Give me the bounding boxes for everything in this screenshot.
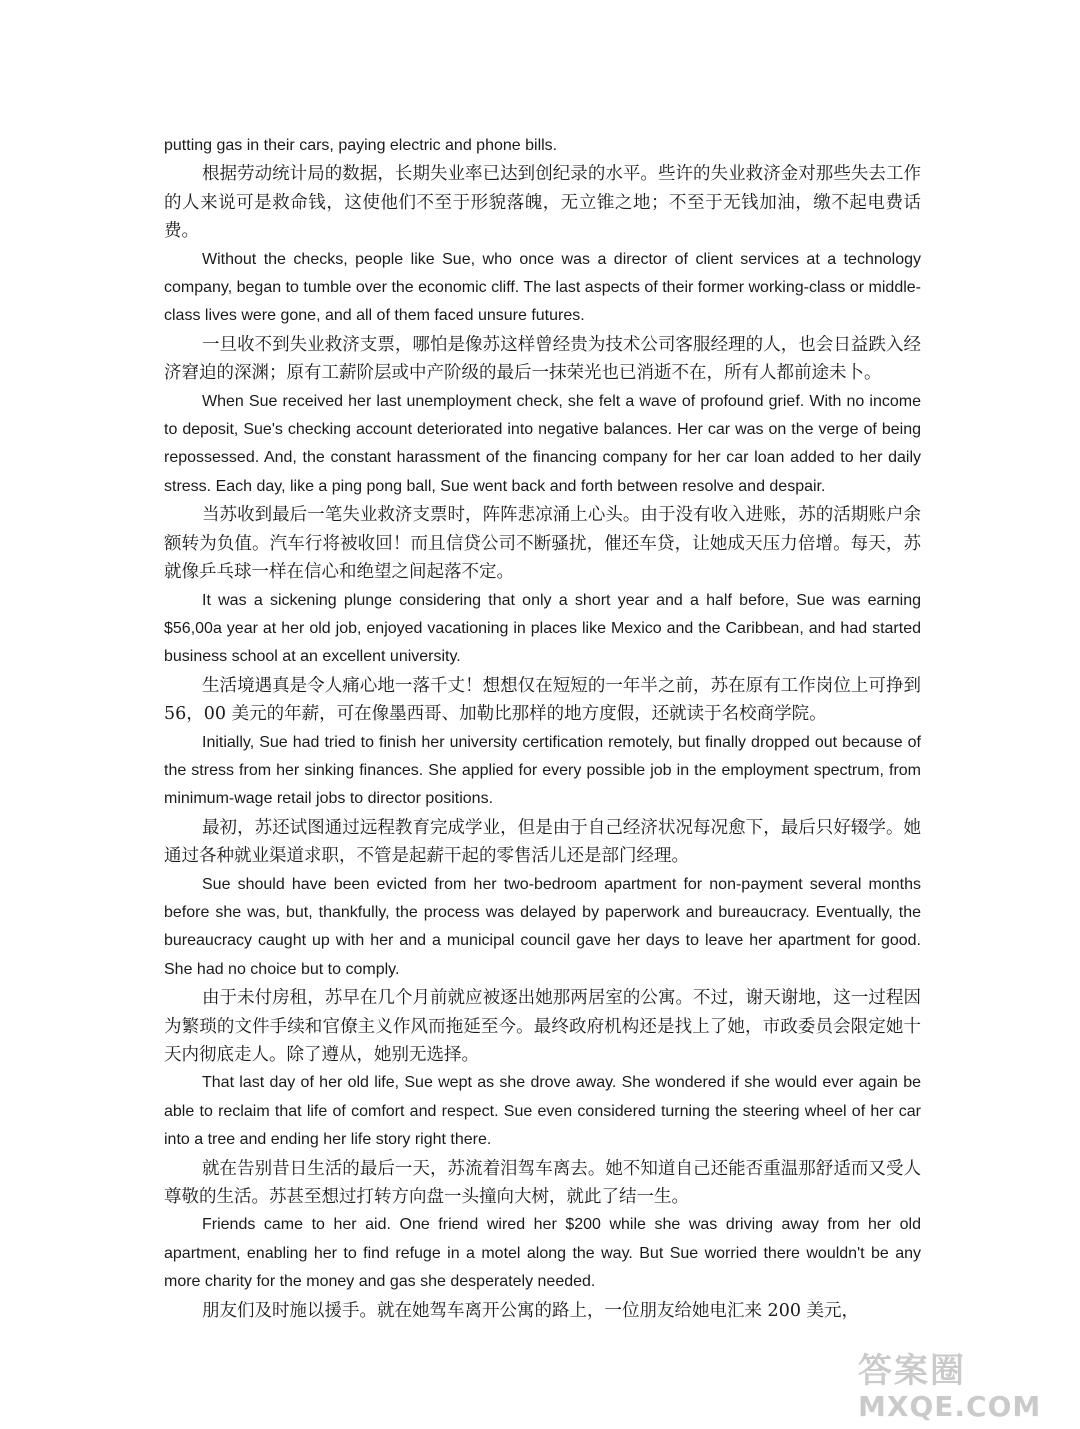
paragraph-chinese: 朋友们及时施以援手。就在她驾车离开公寓的路上，一位朋友给她电汇来 200 美元， (202, 1300, 860, 1321)
watermark-domain: MXQE.COM (858, 1390, 1042, 1423)
paragraph-chinese: 最初，苏还试图通过远程教育完成学业，但是由于自己经济状况每况愈下，最后只好辍学。她通过各种就业渠道求职，不管是起薪干起的零售活儿还是部门经理。 (164, 817, 921, 867)
paragraph-english: Friends came to her aid. One friend wired her $200 while she was driving away from her old apartment, enabling her to find refuge in a motel along the way. But Sue worried there wouldn't be any more charity for the money and gas she desperately needed. (164, 1216, 921, 1291)
watermark-logo-text: 答案圈 (858, 1351, 966, 1391)
document-page (164, 132, 921, 1325)
paragraph-chinese: 就在告别昔日生活的最后一天，苏流着泪驾车离去。她不知道自己还能否重温那舒适而又受人尊敬的生活。苏甚至想过打转方向盘一头撞向大树，就此了结一生。 (164, 1158, 921, 1208)
watermark (858, 1343, 1058, 1423)
paragraph-english: It was a sickening plunge considering that only a short year and a half before, Sue was earning $56,00a year at her old job, enjoyed vacationing in places like Mexico and the Caribbean, and had started business school at an excellent university. (164, 591, 921, 666)
paragraph-chinese: 生活境遇真是令人痛心地一落千丈！想想仅在短短的一年半之前，苏在原有工作岗位上可挣到 56，00 美元的年薪，可在像墨西哥、加勒比那样的地方度假，还就读于名校商学院。 (164, 675, 921, 725)
paragraph-chinese: 一旦收不到失业救济支票，哪怕是像苏这样曾经贵为技术公司客服经理的人，也会日益跌入经济窘迫的深渊；原有工薪阶层或中产阶级的最后一抹荣光也已消逝不在，所有人都前途未卜。 (164, 334, 921, 384)
document-body (164, 132, 921, 1325)
paragraph-english: When Sue received her last unemployment check, she felt a wave of profound grief. With no income to deposit, Sue's checking account deteriorated into negative balances. Her car was on the verge of being repossessed. And, the constant harassment of the financing company for her car loan added to her daily stress. Each day, like a ping pong ball, Sue went back and forth between resolve and despair. (164, 392, 921, 495)
paragraph-english: That last day of her old life, Sue wept as she drove away. She wondered if she would ever again be able to reclaim that life of comfort and respect. Sue even considered turning the steering wheel of her car into a tree and ending her life story right there. (164, 1074, 921, 1149)
paragraph-english: Sue should have been evicted from her two-bedroom apartment for non-payment several months before she was, but, thankfully, the process was delayed by paperwork and bureaucracy. Eventually, the bureaucracy caught up with her and a municipal council gave her days to leave her apartment for good. She had no choice but to comply. (164, 875, 921, 978)
paragraph-english: Without the checks, people like Sue, who once was a director of client services at a technology company, began to tumble over the economic cliff. The last aspects of their former working-class or middle-class lives were gone, and all of them faced unsure futures. (164, 250, 921, 325)
paragraph-chinese: 当苏收到最后一笔失业救济支票时，阵阵悲凉涌上心头。由于没有收入进账，苏的活期账户余额转为负值。汽车行将被收回！而且信贷公司不断骚扰，催还车贷，让她成天压力倍增。每天，苏就像乒乓球一样在信心和绝望之间起落不定。 (164, 505, 921, 583)
paragraph-chinese: 由于未付房租，苏早在几个月前就应被逐出她那两居室的公寓。不过，谢天谢地，这一过程因为繁琐的文件手续和官僚主义作风而拖延至今。最终政府机构还是找上了她，市政委员会限定她十天内彻底走人。除了遵从，她别无选择。 (164, 988, 921, 1065)
paragraph-english: putting gas in their cars, paying electric and phone bills. (164, 137, 558, 154)
paragraph-chinese: 根据劳动统计局的数据，长期失业率已达到创纪录的水平。些许的失业救济金对那些失去工作的人来说可是救命钱，这使他们不至于形貌落魄，无立锥之地；不至于无钱加油，缴不起电费话费。 (164, 164, 921, 242)
watermark-logo (858, 1343, 1058, 1392)
paragraph-english: Initially, Sue had tried to finish her university certification remotely, but finally dropped out because of the stress from her sinking finances. She applied for every possible job in the employment spectrum, from minimum-wage retail jobs to director positions. (164, 733, 921, 808)
